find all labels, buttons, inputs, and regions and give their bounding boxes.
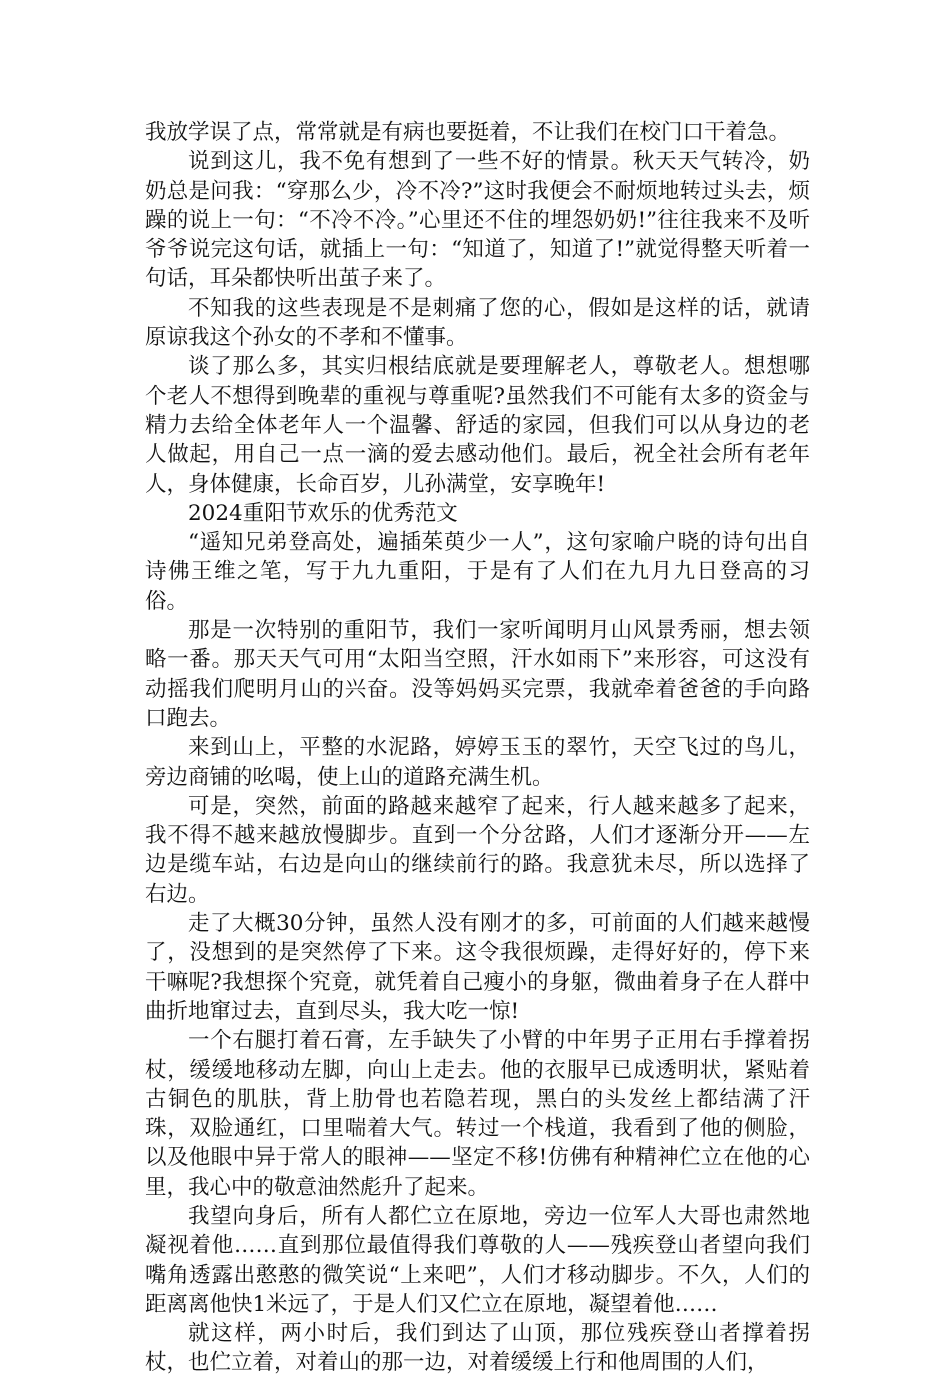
paragraph: 走了大概30分钟，虽然人没有刚才的多，可前面的人们越来越慢了，没想到的是突然停了下来。这令我很烦躁，走得好好的，停下来干嘛呢?我想探个究竟，就凭着自己瘦小的身躯，微曲着身子在人群中曲折地窜过去，直到尽头，我大吃一惊!	[145, 911, 810, 1024]
paragraph: 就这样，两小时后，我们到达了山顶，那位残疾登山者撑着拐杖，也伫立着，对着山的那一边，对着缓缓上行和他周围的人们，	[145, 1321, 810, 1376]
paragraph: “遥知兄弟登高处，遍插茱萸少一人”，这句家喻户晓的诗句出自诗佛王维之笔，写于九九重阳，于是有了人们在九月九日登高的习俗。	[145, 530, 810, 614]
paragraph: 我放学误了点，常常就是有病也要挺着，不让我们在校门口干着急。	[145, 120, 791, 145]
paragraph: 可是，突然，前面的路越来越窄了起来，行人越来越多了起来，我不得不越来越放慢脚步。直到一个分岔路，人们才逐渐分开——左边是缆车站，右边是向山的继续前行的路。我意犹未尽，所以选择了右边。	[145, 793, 810, 907]
paragraph: 说到这儿，我不免有想到了一些不好的情景。秋天天气转冷，奶奶总是问我：“穿那么少，冷不冷?”这时我便会不耐烦地转过头去，烦躁的说上一句：“不冷不冷。”心里还不住的埋怨奶奶!”往往我来不及听爷爷说完这句话，就插上一句：“知道了，知道了!”就觉得整天听着一句话，耳朵都快听出茧子来了。	[145, 149, 810, 292]
paragraph: 谈了那么多，其实归根结底就是要理解老人，尊敬老人。想想哪个老人不想得到晚辈的重视与尊重呢?虽然我们不可能有太多的资金与精力去给全体老年人一个温馨、舒适的家园，但我们可以从身边的老人做起，用自己一点一滴的爱去感动他们。最后，祝全社会所有老年人，身体健康，长命百岁，儿孙满堂，安享晚年!	[145, 354, 810, 497]
paragraph: 那是一次特别的重阳节，我们一家听闻明月山风景秀丽，想去领略一番。那天天气可用“太阳当空照，汗水如雨下”来形容，可这没有动摇我们爬明月山的兴奋。没等妈妈买完票，我就牵着爸爸的手向路口跑去。	[145, 618, 810, 731]
paragraph: 来到山上，平整的水泥路，婷婷玉玉的翠竹，天空飞过的鸟儿，旁边商铺的吆喝，使上山的道路充满生机。	[145, 735, 810, 790]
document-body	[145, 118, 810, 1378]
paragraph: 一个右腿打着石膏，左手缺失了小臂的中年男子正用右手撑着拐杖，缓缓地移动左脚，向山上走去。他的衣服早已成透明状，紧贴着古铜色的肌肤，背上肋骨也若隐若现，黑白的头发丝上都结满了汗珠，双脸通红，口里喘着大气。转过一个栈道，我看到了他的侧脸，以及他眼中异于常人的眼神——坚定不移!仿佛有种精神伫立在他的心里，我心中的敬意油然彪升了起来。	[145, 1028, 810, 1200]
paragraph: 不知我的这些表现是不是刺痛了您的心，假如是这样的话，就请原谅我这个孙女的不孝和不懂事。	[145, 295, 810, 351]
section-heading: 2024重阳节欢乐的优秀范文	[188, 500, 458, 526]
paragraph: 我望向身后，所有人都伫立在原地，旁边一位军人大哥也肃然地凝视着他……直到那位最值得我们尊敬的人——残疾登山者望向我们嘴角透露出憨憨的微笑说“上来吧”，人们才移动脚步。不久，人们的距离离他快1米远了，于是人们又伫立在原地，凝望着他……	[145, 1203, 810, 1317]
